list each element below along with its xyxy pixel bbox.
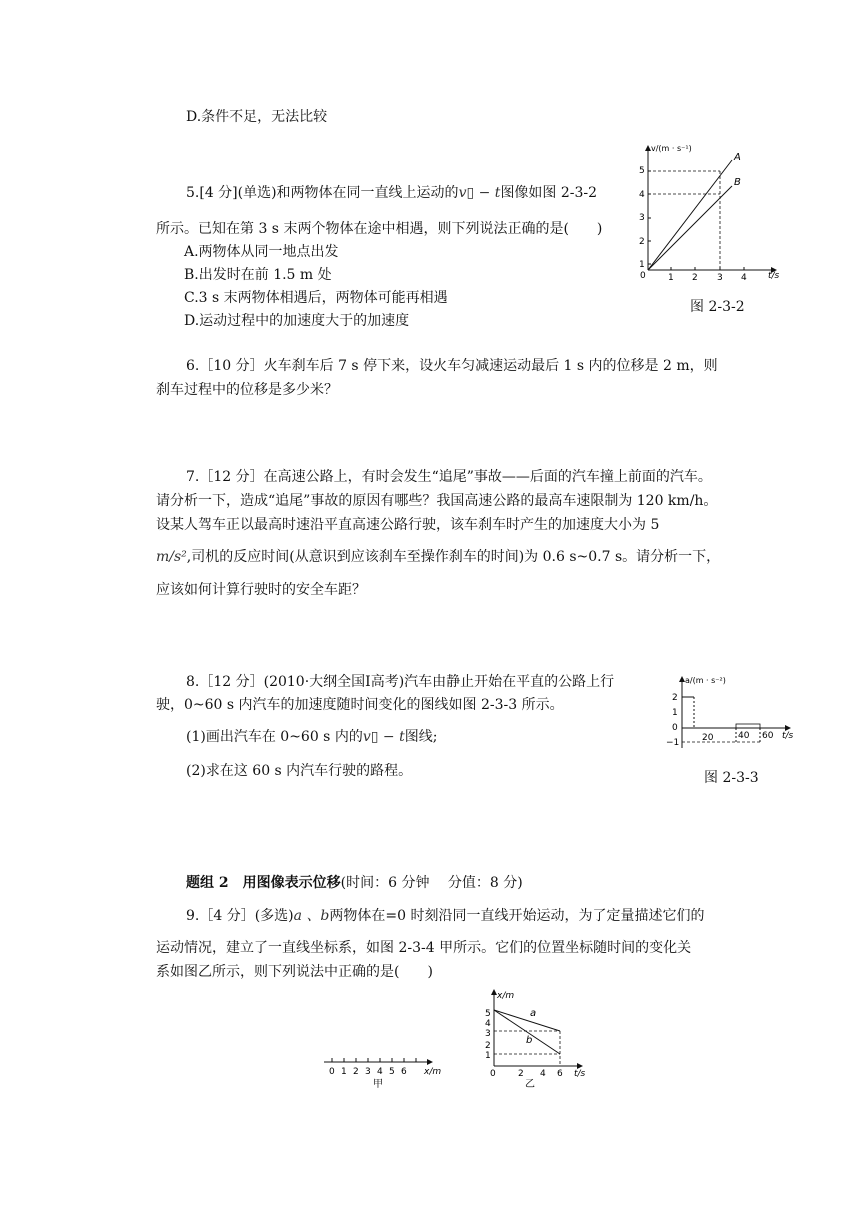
fig234b-ytick-4: 4 [485,1019,491,1029]
fig232-xtick-3: 3 [717,273,723,283]
fig232-xtick-4: 4 [741,273,747,283]
q5-option-d: D.运动过程中的加速度大于的加速度 [184,313,410,329]
fig234b-ylabel: x/m [497,991,515,1001]
fig234b-xlabel: t/s [574,1069,586,1079]
fig232-xtick-1: 1 [668,273,674,283]
fig234a-tick-2: 2 [353,1067,359,1077]
fig232-ytick-5: 5 [639,166,645,176]
figure-2-3-3-at-graph [660,672,800,752]
q7-line4: m/s²,司机的反应时间(从意识到应该刹车至操作刹车的时间)为 0.6 s~0.7 s。请分析一下， [156,549,721,565]
fig232-line-b [648,186,732,270]
fig232-ytick-2: 2 [639,237,645,247]
q9-line1: 9.［4 分］(多选)a 、b两物体在=0 时刻沿同一直线开始运动，为了定量描述它们的 [186,908,705,924]
fig234b-ytick-1: 1 [485,1051,491,1061]
fig234a-tick-1: 1 [341,1067,347,1077]
group2-title: 题组 2 用图像表示位移 [186,875,341,891]
fig234b-caption: 乙 [525,1079,535,1090]
q8-line2: 驶，0~60 s 内汽车的加速度随时间变化的图线如图 2-3-3 所示。 [156,697,564,713]
fig232-ytick-1: 1 [639,260,645,270]
fig234b-label-b: b [526,1035,533,1046]
q7-line1: 7.［12 分］在高速公路上，有时会发生“追尾”事故——后面的汽车撞上前面的汽车。 [186,469,712,485]
q7-line3: 设某人驾车正以最高时速沿平直高速公路行驶，该车刹车时产生的加速度大小为 5 [156,517,660,533]
fig234b-ytick-2: 2 [485,1041,491,1051]
fig233-xtick-40: 40 [738,731,750,741]
q8-part1: (1)画出汽车在 0~60 s 内的v▯ − t图线; [186,729,438,745]
fig232-origin: 0 [640,271,646,281]
fig234a-xlabel: x/m [424,1067,442,1077]
fig233-xtick-20: 20 [702,733,714,743]
fig234b-label-a: a [530,1008,537,1019]
figure-2-3-4-jia-axis [320,1050,450,1092]
fig234b-xtick-4: 4 [540,1069,546,1079]
fig233-xtick-60: 60 [762,731,774,741]
q7-unit-math: m/s² [156,549,187,565]
fig234a-tick-0: 0 [329,1067,335,1077]
q6-line1: 6.［10 分］火车刹车后 7 s 停下来，设火车匀减速运动最后 1 s 内的位移是 2 m，则 [186,358,718,374]
fig233-ylabel: a/(m · s⁻²) [685,676,726,685]
q8-part2: (2)求在这 60 s 内汽车行驶的路程。 [186,763,413,779]
fig232-xlabel: t/s [768,271,780,281]
fig233-ytick-0: 0 [672,723,678,733]
fig233-ytick-2: 2 [672,693,678,703]
fig232-label-b: B [734,177,741,188]
fig234a-tick-3: 3 [365,1067,371,1077]
fig234a-caption: 甲 [373,1079,383,1090]
fig233-ytick-neg1: −1 [666,738,680,748]
figure-2-3-3-caption: 图 2-3-3 [704,770,759,786]
fig232-xtick-2: 2 [692,273,698,283]
fig234b-xtick-6: 6 [557,1069,563,1079]
q4-option-d: D.条件不足，无法比较 [186,109,328,125]
q8-vt-math: v▯ − t [362,729,405,745]
q9-line3: 系如图乙所示，则下列说法中正确的是( ) [156,964,433,980]
q9-ab-math: a 、b [293,908,330,924]
q5-option-a: A.两物体从同一地点出发 [184,244,339,260]
q6-line2: 刹车过程中的位移是多少米？ [156,382,338,398]
fig234b-xtick-2: 2 [518,1069,524,1079]
group2-meta: (时间：6 分钟 分值：8 分) [340,875,523,891]
figure-2-3-2-caption: 图 2-3-2 [690,299,745,315]
group2-header [186,873,523,893]
fig232-label-a: A [734,152,741,163]
q5-stem-line2: 所示。已知在第 3 s 末两个物体在途中相遇，则下列说法正确的是( ) [156,221,603,237]
fig234a-tick-5: 5 [389,1067,395,1077]
fig234b-line-a [494,1010,560,1031]
q7-line2: 请分析一下，造成“追尾”事故的原因有哪些？我国高速公路的最高车速限制为 120 km/h。 [156,493,718,509]
q5-vt-math: v▯ − t [458,185,501,201]
fig233-ytick-1: 1 [672,708,678,718]
fig234b-ytick-3: 3 [485,1029,491,1039]
fig234a-tick-4: 4 [377,1067,383,1077]
q9-line2: 运动情况，建立了一直线坐标系，如图 2-3-4 甲所示。它们的位置坐标随时间的变化关 [156,940,692,956]
fig234a-tick-6: 6 [401,1067,407,1077]
fig232-ytick-4: 4 [639,190,645,200]
q5-option-c: C.3 s 末两物体相遇后，两物体可能再相遇 [184,290,448,306]
fig234b-line-b [494,1010,560,1054]
fig232-line-a [648,160,732,270]
q5-option-b: B.出发时在前 1.5 m 处 [184,267,332,283]
q8-line1: 8.［12 分］(2010·大纲全国Ⅰ高考)汽车由静止开始在平直的公路上行 [186,674,615,690]
fig233-xlabel: t/s [782,731,794,741]
fig234b-ytick-5: 5 [485,1009,491,1019]
q7-line5: 应该如何计算行驶时的安全车距？ [156,582,366,598]
figure-2-3-4-yi-xt-graph [478,986,598,1091]
figure-2-3-2-vt-graph [628,140,788,285]
fig232-ytick-3: 3 [639,213,645,223]
fig234b-xtick-0: 0 [490,1069,496,1079]
q5-stem-line1: 5.[4 分](单选)和两物体在同一直线上运动的v▯ − t图像如图 2-3-2 [186,185,598,201]
fig232-ylabel: v/(m · s⁻¹) [651,144,692,153]
